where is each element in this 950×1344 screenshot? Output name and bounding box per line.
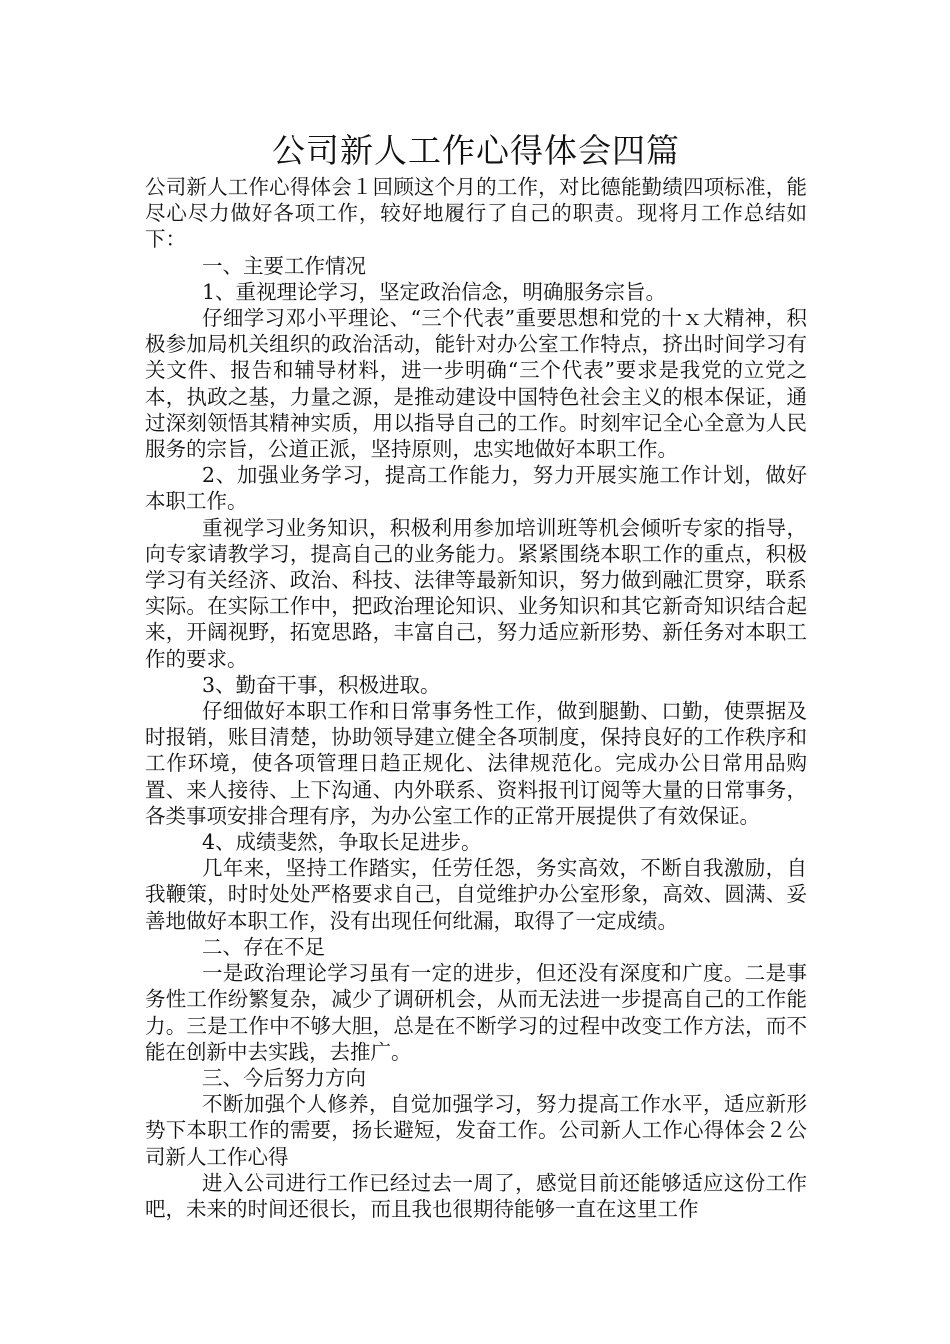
paragraph: 重视学习业务知识，积极利用参加培训班等机会倾听专家的指导，向专家请教学习，提高自己的业务能力。紧紧围绕本职工作的重点，积极学习有关经济、政治、科技、法律等最新知识，努力做到融汇贯穿，联系实际。在实际工作中，把政治理论知识、业务知识和其它新奇知识结合起来，开阔视野，拓宽思路，丰富自己，努力适应新形势、新任务对本职工作的要求。 bbox=[145, 515, 807, 671]
paragraph: 一、主要工作情况 bbox=[202, 253, 366, 278]
document-title: 公司新人工作心得体会四篇 bbox=[272, 131, 680, 170]
paragraph: 4、成绩斐然，争取长足进步。 bbox=[202, 830, 482, 855]
paragraph: 公司新人工作心得体会１回顾这个月的工作，对比德能勤绩四项标准，能尽心尽力做好各项工作，较好地履行了自己的职责。现将月工作总结如下： bbox=[145, 175, 807, 252]
paragraph: 三、今后努力方向 bbox=[202, 1065, 366, 1090]
paragraph: 2、加强业务学习，提高工作能力，努力开展实施工作计划，做好本职工作。 bbox=[145, 463, 807, 514]
paragraph: 一是政治理论学习虽有一定的进步，但还没有深度和广度。二是事务性工作纷繁复杂，减少了调研机会，从而无法进一步提高自己的工作能力。三是工作中不够大胆，总是在不断学习的过程中改变工作方法，而不能在创新中去实践，去推广。 bbox=[145, 961, 807, 1064]
paragraph: 仔细做好本职工作和日常事务性工作，做到腿勤、口勤，使票据及时报销，账目清楚，协助领导建立健全各项制度，保持良好的工作秩序和工作环境，使各项管理日趋正规化、法律规范化。完成办公日常用品购置、来人接待、上下沟通、内外联系、资料报刊订阅等大量的日常事务，各类事项安排合理有序，为办公室工作的正常开展提供了有效保证。 bbox=[145, 699, 807, 828]
paragraph: 1、重视理论学习，坚定政治信念，明确服务宗旨。 bbox=[202, 279, 667, 304]
document-page bbox=[145, 128, 807, 1222]
paragraph: 进入公司进行工作已经过去一周了，感觉目前还能够适应这份工作吧，未来的时间还很长，而且我也很期待能够一直在这里工作 bbox=[145, 1170, 807, 1221]
document-body bbox=[145, 174, 807, 1222]
paragraph: 二、存在不足 bbox=[202, 934, 325, 959]
paragraph: 3、勤奋干事，积极进取。 bbox=[202, 672, 441, 697]
paragraph: 仔细学习邓小平理论、“三个代表”重要思想和党的十ｘ大精神，积极参加局机关组织的政治活动，能针对办公室工作特点，挤出时间学习有关文件、报告和辅导材料，进一步明确“三个代表”要求是我党的立党之本，执政之基，力量之源，是推动建设中国特色社会主义的根本保证，通过深刻领悟其精神实质，用以指导自己的工作。时刻牢记全心全意为人民服务的宗旨，公道正派，坚持原则，忠实地做好本职工作。 bbox=[145, 306, 807, 462]
paragraph: 几年来，坚持工作踏实，任劳任怨，务实高效，不断自我激励，自我鞭策，时时处处严格要求自己，自觉维护办公室形象，高效、圆满、妥善地做好本职工作，没有出现任何纰漏，取得了一定成绩。 bbox=[145, 856, 807, 933]
paragraph: 不断加强个人修养，自觉加强学习，努力提高工作水平，适应新形势下本职工作的需要，扬长避短，发奋工作。公司新人工作心得体会２公司新人工作心得 bbox=[145, 1092, 807, 1169]
